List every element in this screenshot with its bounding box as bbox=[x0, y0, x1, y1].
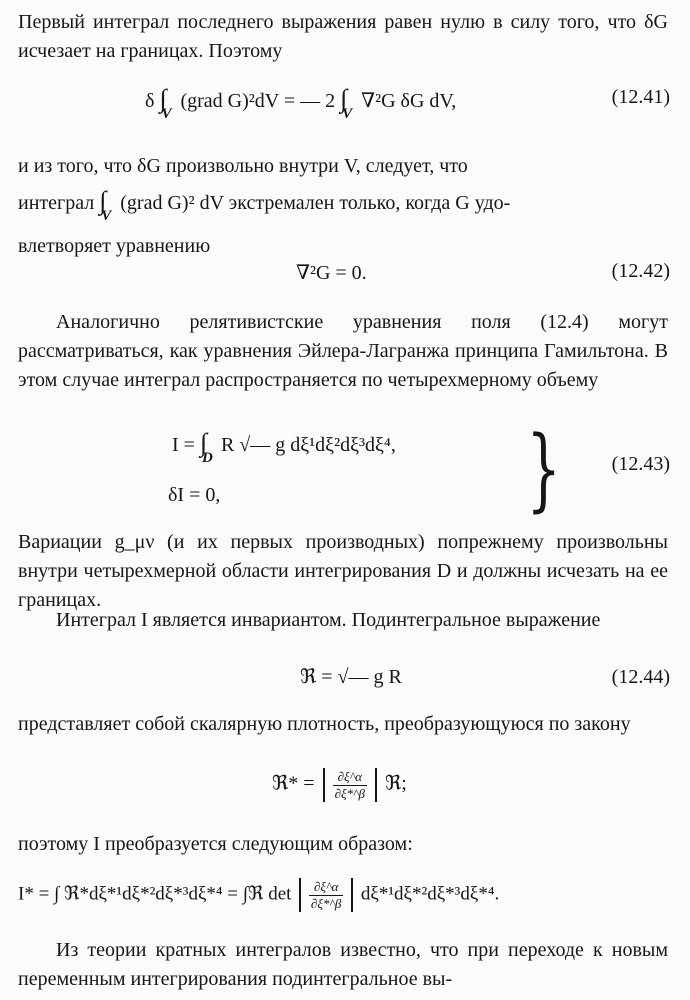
eq-I: I = bbox=[172, 434, 195, 456]
text-integral-word: интеграл bbox=[18, 192, 95, 214]
eq-rhs: ℜ; bbox=[385, 772, 407, 795]
equation-12-43-line2: δI = 0, bbox=[168, 484, 221, 506]
equation-12-41 bbox=[145, 84, 457, 122]
abs-bar-left-2 bbox=[299, 878, 301, 912]
frac-denominator: ∂ξ*^β bbox=[334, 785, 366, 801]
integral-limit-3: V bbox=[101, 208, 112, 224]
paragraph-3: Аналогично релятивистские уравнения поля (12.4) могут рассматриваться, как уравнения Эйлера-Лагранжа принципа Гамильтона. В этом случае интеграл распространяется по четырехмерному объему bbox=[18, 311, 668, 391]
integral-body: (grad G)² dV bbox=[120, 192, 224, 214]
eq-body-43: R √— g dξ¹dξ²dξ³dξ⁴, bbox=[220, 434, 396, 456]
abs-bar-right bbox=[375, 768, 377, 802]
equation-12-44: ℜ = √— g R bbox=[300, 666, 402, 688]
frac-numerator-2: ∂ξ^α bbox=[309, 879, 343, 896]
equation-transform bbox=[272, 768, 407, 802]
paragraph-4: Вариации g_μν (и их первых производных) попрежнему произвольны внутри четырехмерной области интегрирования D и должны исчезать на ее границах. bbox=[18, 531, 668, 611]
paragraph-2a: и из того, что δG произвольно внутри V, следует, что bbox=[18, 155, 468, 177]
equation-number-12-43: (12.43) bbox=[611, 453, 670, 475]
integral-limit: V bbox=[161, 106, 172, 122]
paragraph-2b bbox=[18, 186, 511, 224]
equation-12-42: ∇²G = 0. bbox=[296, 262, 367, 284]
eq-body-2: ∇²G δG dV, bbox=[361, 90, 457, 112]
integral-sign: ∫ V bbox=[159, 84, 172, 122]
paragraph-5: Интеграл I является инвариантом. Подинтегральное выражение bbox=[56, 609, 601, 631]
eq-lhs: ℜ* = bbox=[272, 772, 315, 795]
eq-long-part1: I* = ∫ ℜ*dξ*¹dξ*²dξ*³dξ*⁴ = ∫ℜ det bbox=[18, 883, 292, 905]
right-brace: } bbox=[526, 417, 561, 522]
integral-sign-4: ∫ D bbox=[199, 428, 213, 466]
equation-12-43-line1 bbox=[172, 428, 396, 466]
jacobian-fraction-2 bbox=[309, 879, 343, 912]
text-extremal: экстремален только, когда G удо- bbox=[228, 192, 511, 214]
eq-delta: δ bbox=[145, 90, 155, 112]
integral-sign-3: ∫ V bbox=[99, 186, 112, 224]
abs-bar-right-2 bbox=[351, 878, 353, 912]
integral-sign-2: ∫ V bbox=[340, 84, 353, 122]
integral-limit-D: D bbox=[201, 450, 213, 466]
paragraph-2c: влетворяет уравнению bbox=[18, 235, 211, 257]
equation-number-12-44: (12.44) bbox=[611, 666, 670, 688]
paragraph-7: поэтому I преобразуется следующим образом: bbox=[18, 833, 413, 855]
eq-body: (grad G)²dV = — 2 bbox=[180, 90, 336, 112]
frac-numerator: ∂ξ^α bbox=[333, 769, 367, 786]
equation-long bbox=[18, 878, 499, 912]
abs-bar-left bbox=[323, 768, 325, 802]
equation-number-12-41: (12.41) bbox=[611, 86, 670, 108]
integral-limit-2: V bbox=[342, 106, 353, 122]
paragraph-6: представляет собой скалярную плотность, преобразующуюся по закону bbox=[18, 713, 631, 735]
paragraph-8: Из теории кратных интегралов известно, что при переходе к новым переменным интегрирования подинтегральное вы- bbox=[18, 939, 668, 990]
jacobian-fraction bbox=[333, 769, 367, 802]
paragraph-1: Первый интеграл последнего выражения равен нулю в силу того, что δG исчезает на границах. Поэтому bbox=[18, 11, 668, 62]
frac-denominator-2: ∂ξ*^β bbox=[310, 895, 342, 911]
equation-number-12-42: (12.42) bbox=[611, 260, 670, 282]
eq-long-part2: dξ*¹dξ*²dξ*³dξ*⁴. bbox=[360, 883, 500, 905]
